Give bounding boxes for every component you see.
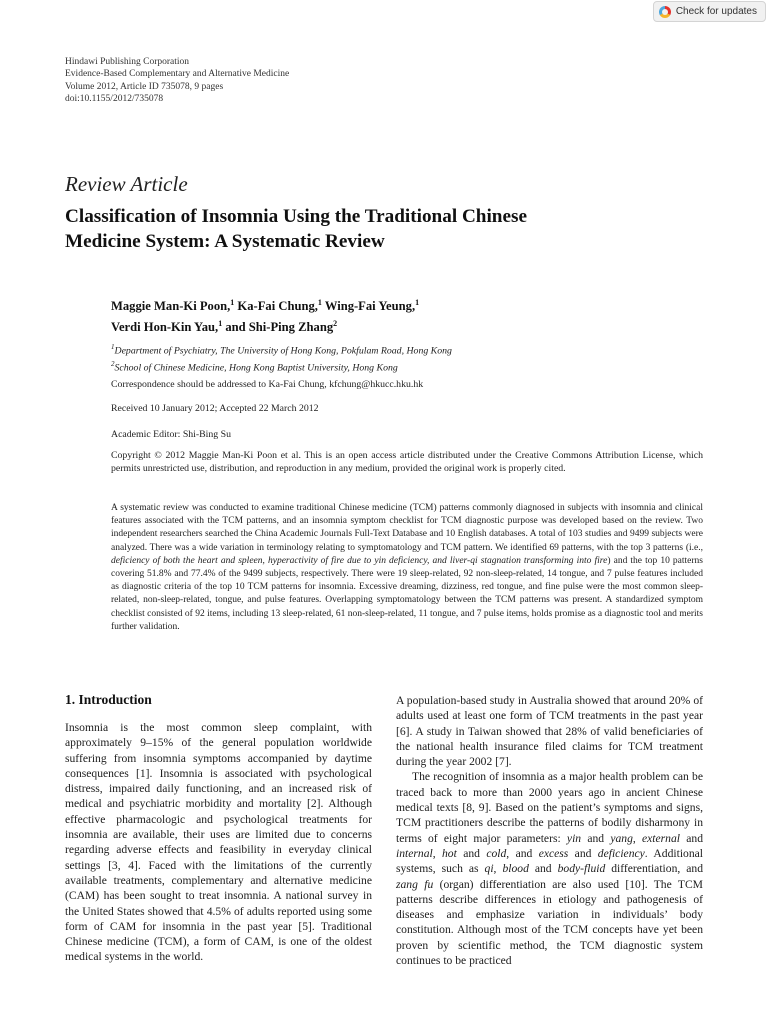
crossmark-icon	[659, 6, 671, 18]
author-name: Maggie Man-Ki Poon,	[111, 299, 231, 314]
intro-left-column	[65, 720, 372, 965]
affiliation-marker: 1	[230, 298, 235, 307]
affiliation-marker: 2	[333, 319, 338, 329]
intro-paragraph: The recognition of insomnia as a major health problem can be traced back to more than 2000 years ago in ancient Chinese medical texts [8, 9]. Based on the patient’s symptoms and signs, TCM practitioners describe the patterns of bodily disharmony in terms of eight major parameters: yin and yang, external and internal, hot and cold, and excess and deficiency. Additional systems, such as qi, blood and body-fluid differentiation, and zang fu (organ) differentiation are also used [10]. The TCM patterns describe differences in etiology and pathogenesis of diseases and emphasize variation in individuals’ body constitution. Although most of the TCM concepts have yet been proven by scientific method, the TCM diagnostic system continues to be practiced	[396, 770, 704, 968]
affiliations	[111, 341, 452, 375]
affiliation-1: Department of Psychiatry, The University of Hong Kong, Pokfulam Road, Hong Kong	[114, 345, 452, 357]
abstract-text: A systematic review was conducted to examine traditional Chinese medicine (TCM) patterns commonly diagnosed in subjects with insomnia and clinical features associated with the TCM patterns, and an insomnia symptom checklist for TCM diagnostic purpose was developed based on the review. Two independent researchers searched the China Academic Journals Full-Text Database and 10 English databases. A total of 103 studies and 9499 subjects were analyzed. There was a wide variation in terminology relating to symptomatology and TCM pattern. We identified 69 patterns, with the top 3 patterns (i.e.,	[111, 503, 703, 553]
affiliation-marker: 1	[415, 298, 420, 307]
affiliation-marker: 1	[218, 319, 223, 329]
section-heading: 1. Introduction	[65, 692, 152, 707]
doi: doi:10.1155/2012/735078	[65, 94, 164, 105]
volume-info: Volume 2012, Article ID 735078, 9 pages	[65, 81, 224, 92]
check-for-updates-button[interactable]	[653, 1, 766, 22]
abstract-text: ) and the top 10 patterns covering 51.8% and 77.4% of the 9499 subjects, respectively. There were 19 sleep-related, 92 non-sleep-related, 14 tongue, and 7 pulse features included as diagnostic criteria of the top 10 TCM patterns for insomnia. Excessive dreaming, dizziness, red tongue, and fine pulse were the most common sleep-related, non-sleep-related, tongue, and pulse features. Overlapping symptomatology between the TCM patterns was present. A standardized symptom checklist consisted of 92 items, including 13 sleep-related, 61 non-sleep-related, 11 tongue, and 7 pulse items, holds promise as a diagnostic tool and merits further validation.	[111, 555, 704, 632]
academic-editor: Academic Editor: Shi-Bing Su	[111, 429, 231, 440]
intro-paragraph: A population-based study in Australia showed that around 20% of adults used at least one form of TCM treatments in the past year [6]. A study in Taiwan showed that 28% of valid beneficiaries of the national health insurance filed claims for TCM treatment during the year 2002 [7].	[396, 694, 703, 769]
affiliation-marker: 2	[111, 359, 115, 368]
title-line-1: Classification of Insomnia Using the Traditional Chinese	[65, 206, 527, 227]
journal-name: Evidence-Based Complementary and Alternative Medicine	[65, 69, 290, 80]
paper-title	[65, 204, 685, 254]
abstract	[111, 502, 703, 634]
author-name: and Shi-Ping Zhang	[222, 320, 334, 335]
abstract-italic-text: deficiency of both the heart and spleen, hyperactivity of fire due to yin deficiency, and liver-qi stagnation transforming into fire	[111, 555, 608, 566]
journal-header	[65, 56, 289, 106]
title-line-2: Medicine System: A Systematic Review	[65, 231, 385, 252]
author-name: Ka-Fai Chung,	[234, 299, 318, 314]
author-list	[111, 294, 419, 336]
intro-right-column	[396, 693, 703, 968]
correspondence: Correspondence should be addressed to Ka-Fai Chung, kfchung@hkucc.hku.hk	[111, 379, 424, 390]
author-name: Verdi Hon-Kin Yau,	[111, 320, 219, 335]
affiliation-2: School of Chinese Medicine, Hong Kong Baptist University, Hong Kong	[114, 362, 398, 374]
affiliation-marker: 1	[111, 343, 115, 351]
copyright-notice: Copyright © 2012 Maggie Man-Ki Poon et al. This is an open access article distributed under the Creative Commons Attribution License, which permits unrestricted use, distribution, and reproduction in any medium, provided the original work is properly cited.	[111, 450, 703, 475]
author-name: Wing-Fai Yeung,	[321, 299, 416, 314]
intro-paragraph: Insomnia is the most common sleep complaint, with approximately 9–15% of the general population worldwide suffering from insomnia symptoms accompanied by daytime consequences [1]. Insomnia is associated with psychological distress, impaired daily functioning, and an increased risk of medical and psychiatric morbidity and mortality [2]. Although effective pharmacologic and psychological treatments for insomnia are available, their uses are limited due to concerns regarding adverse effects and feasibility in everyday clinical settings [3, 4]. Faced with the limitations of the currently available treatments, complementary and alternative medicine (CAM) has been sought to treat insomnia. A national survey in the United States showed that 4.5% of adults reported using some form of CAM for insomnia in the past year [5]. Traditional Chinese medicine (TCM), a form of CAM, is one of the oldest medical systems in the world.	[65, 721, 372, 964]
affiliation-marker: 1	[317, 298, 322, 307]
received-accepted-dates: Received 10 January 2012; Accepted 22 March 2012	[111, 403, 319, 414]
publisher: Hindawi Publishing Corporation	[65, 57, 190, 67]
check-for-updates-label: Check for updates	[675, 6, 757, 17]
article-type: Review Article	[65, 172, 188, 196]
